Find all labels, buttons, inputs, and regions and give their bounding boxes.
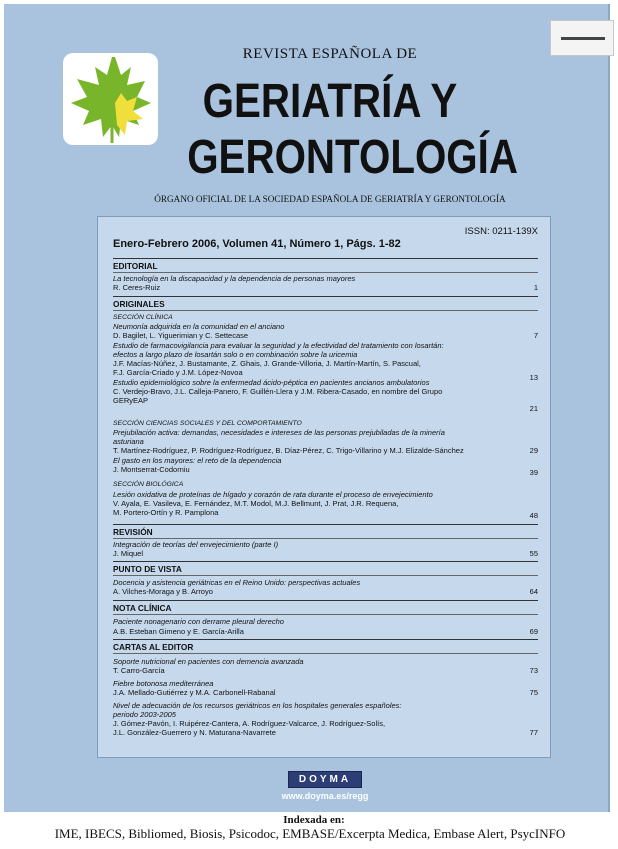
article-title: Estudio de farmacovigilancia para evaluar la seguridad y la efectividad del tratamiento con losartán:	[113, 341, 444, 350]
page-number: 77	[529, 728, 538, 737]
article-authors: J.F. Macías-Núñez, J. Bustamante, Z. Ghais, J. Grande-Villoria, J. Martín-Martín, S. Pascual,	[113, 359, 421, 368]
article-authors: A.B. Esteban Gimeno y E. García-Arilla	[113, 627, 244, 636]
article-authors: R. Ceres-Ruiz	[113, 283, 161, 292]
indexing-title: Indexada en:	[283, 814, 345, 826]
article-title: Estudio epidemiológico sobre la enfermedad ácido-péptica en pacientes ancianos ambulatorios	[113, 378, 430, 387]
subsection-label: SECCIÓN CLÍNICA	[113, 314, 173, 321]
page-number: 55	[529, 549, 538, 558]
section-originales: ORIGINALES	[113, 296, 538, 309]
page-number: 64	[529, 587, 538, 596]
journal-subtitle: ÓRGANO OFICIAL DE LA SOCIEDAD ESPAÑOLA DE GERIATRÍA Y GERONTOLOGÍA	[154, 194, 506, 204]
article-title: Fiebre botonosa mediterránea	[113, 679, 214, 688]
page-number: 7	[533, 331, 538, 340]
article-authors: J. Montserrat-Codorniu	[113, 465, 190, 474]
issn: ISSN: 0211-139X	[464, 226, 538, 237]
article-authors: GERyEAP	[113, 396, 149, 405]
article-title: Integración de teorías del envejecimiento (parte I)	[113, 540, 279, 549]
page-number: 13	[529, 373, 538, 382]
page-number: 48	[529, 511, 538, 520]
article-title: Lesión oxidativa de proteínas de hígado y corazón de rata durante el proceso de envejecimiento	[113, 490, 433, 499]
section-cartas-al-editor: CARTAS AL EDITOR	[113, 639, 538, 652]
article-title: La tecnología en la discapacidad y la dependencia de personas mayores	[113, 274, 356, 283]
journal-title-line-2: GERONTOLOGÍA	[187, 131, 518, 184]
article-authors: J.A. Mellado-Gutiérrez y M.A. Carbonell-Rabanal	[113, 688, 276, 697]
article-title: Nivel de adecuación de los recursos geriátricos en los hospitales generales españoles:	[113, 701, 402, 710]
article-title: El gasto en los mayores: el reto de la dependencia	[113, 456, 282, 465]
journal-title-line-1: GERIATRÍA Y	[202, 75, 458, 128]
page-number: 75	[529, 688, 538, 697]
journal-logo	[63, 53, 158, 145]
article-authors: T. Carro-García	[113, 666, 165, 675]
article-title: Soporte nutricional en pacientes con demencia avanzada	[113, 657, 304, 666]
article-title: periodo 2003-2005	[113, 710, 176, 719]
article-authors: M. Portero-Ortín y R. Pamplona	[113, 508, 219, 517]
article-authors: J. Gómez-Pavón, I. Ruipérez-Cantera, A. Rodríguez-Valcarce, J. Rodríguez-Solís,	[113, 719, 386, 728]
publisher-url: www.doyma.es/regg	[281, 791, 369, 801]
section-punto-de-vista: PUNTO DE VISTA	[113, 561, 538, 574]
library-label-sticker	[550, 20, 614, 56]
page-number: 39	[529, 468, 538, 477]
article-title: Paciente nonagenario con derrame pleural derecho	[113, 617, 284, 626]
table-of-contents	[97, 216, 551, 758]
leaf-right-half	[71, 57, 112, 137]
article-authors: T. Martínez-Rodríguez, P. Rodríguez-Rodríguez, B. Díaz-Pérez, C. Trigo-Villarino y M.J. Elizalde-Sánchez	[113, 446, 464, 455]
publisher-logo: DOYMA	[288, 771, 362, 788]
article-authors: D. Bagilet, L. Yiguerimian y C. Settecase	[113, 331, 249, 340]
article-authors: J. Miquel	[113, 549, 144, 558]
article-authors: C. Verdejo-Bravo, J.L. Calleja-Panero, F. Guillén-Llera y J.M. Ribera-Casado, en nombre del Grupo	[113, 387, 443, 396]
article-authors: V. Ayala, E. Vasileva, E. Fernández, M.T. Modol, M.J. Bellmunt, J. Prat, J.R. Requena,	[113, 499, 399, 508]
page-number: 73	[529, 666, 538, 675]
section-nota-clinica: NOTA CLÍNICA	[113, 600, 538, 613]
page-number: 69	[529, 627, 538, 636]
page-number: 1	[533, 283, 538, 292]
section-revision: REVISIÓN	[113, 524, 538, 537]
article-authors: F.J. García-Criado y J.M. López-Novoa	[113, 368, 243, 377]
article-title: efectos a largo plazo de losartán solo o en combinación sobre la uricemia	[113, 350, 358, 359]
subsection-label: SECCIÓN CIENCIAS SOCIALES Y DEL COMPORTAMIENTO	[113, 420, 302, 427]
maple-leaf-logo-icon	[63, 53, 158, 145]
article-title: Docencia y asistencia geriátricas en el Reino Unido: perspectivas actuales	[113, 578, 361, 587]
page-number: 21	[529, 404, 538, 413]
indexing-list: IME, IBECS, Bibliomed, Biosis, Psicodoc, EMBASE/Excerpta Medica, Embase Alert, PsycINFO	[54, 826, 566, 841]
section-editorial: EDITORIAL	[113, 258, 538, 271]
subsection-label: SECCIÓN BIOLÓGICA	[113, 481, 184, 488]
article-title: Neumonía adquirida en la comunidad en el anciano	[113, 322, 285, 331]
article-authors: J.L. González-Guerrero y N. Maturana-Navarrete	[113, 728, 276, 737]
article-title: Prejubilación activa: demandas, necesidades e intereses de las personas prejubiladas de la minería	[113, 428, 445, 437]
page-number: 29	[529, 446, 538, 455]
journal-pre-title: REVISTA ESPAÑOLA DE	[242, 46, 418, 62]
article-authors: A. Vilches-Moraga y B. Arroyo	[113, 587, 213, 596]
label-bar	[561, 37, 605, 40]
article-title: asturiana	[113, 437, 144, 446]
issue-info: Enero-Febrero 2006, Volumen 41, Número 1, Págs. 1-82	[113, 238, 401, 250]
